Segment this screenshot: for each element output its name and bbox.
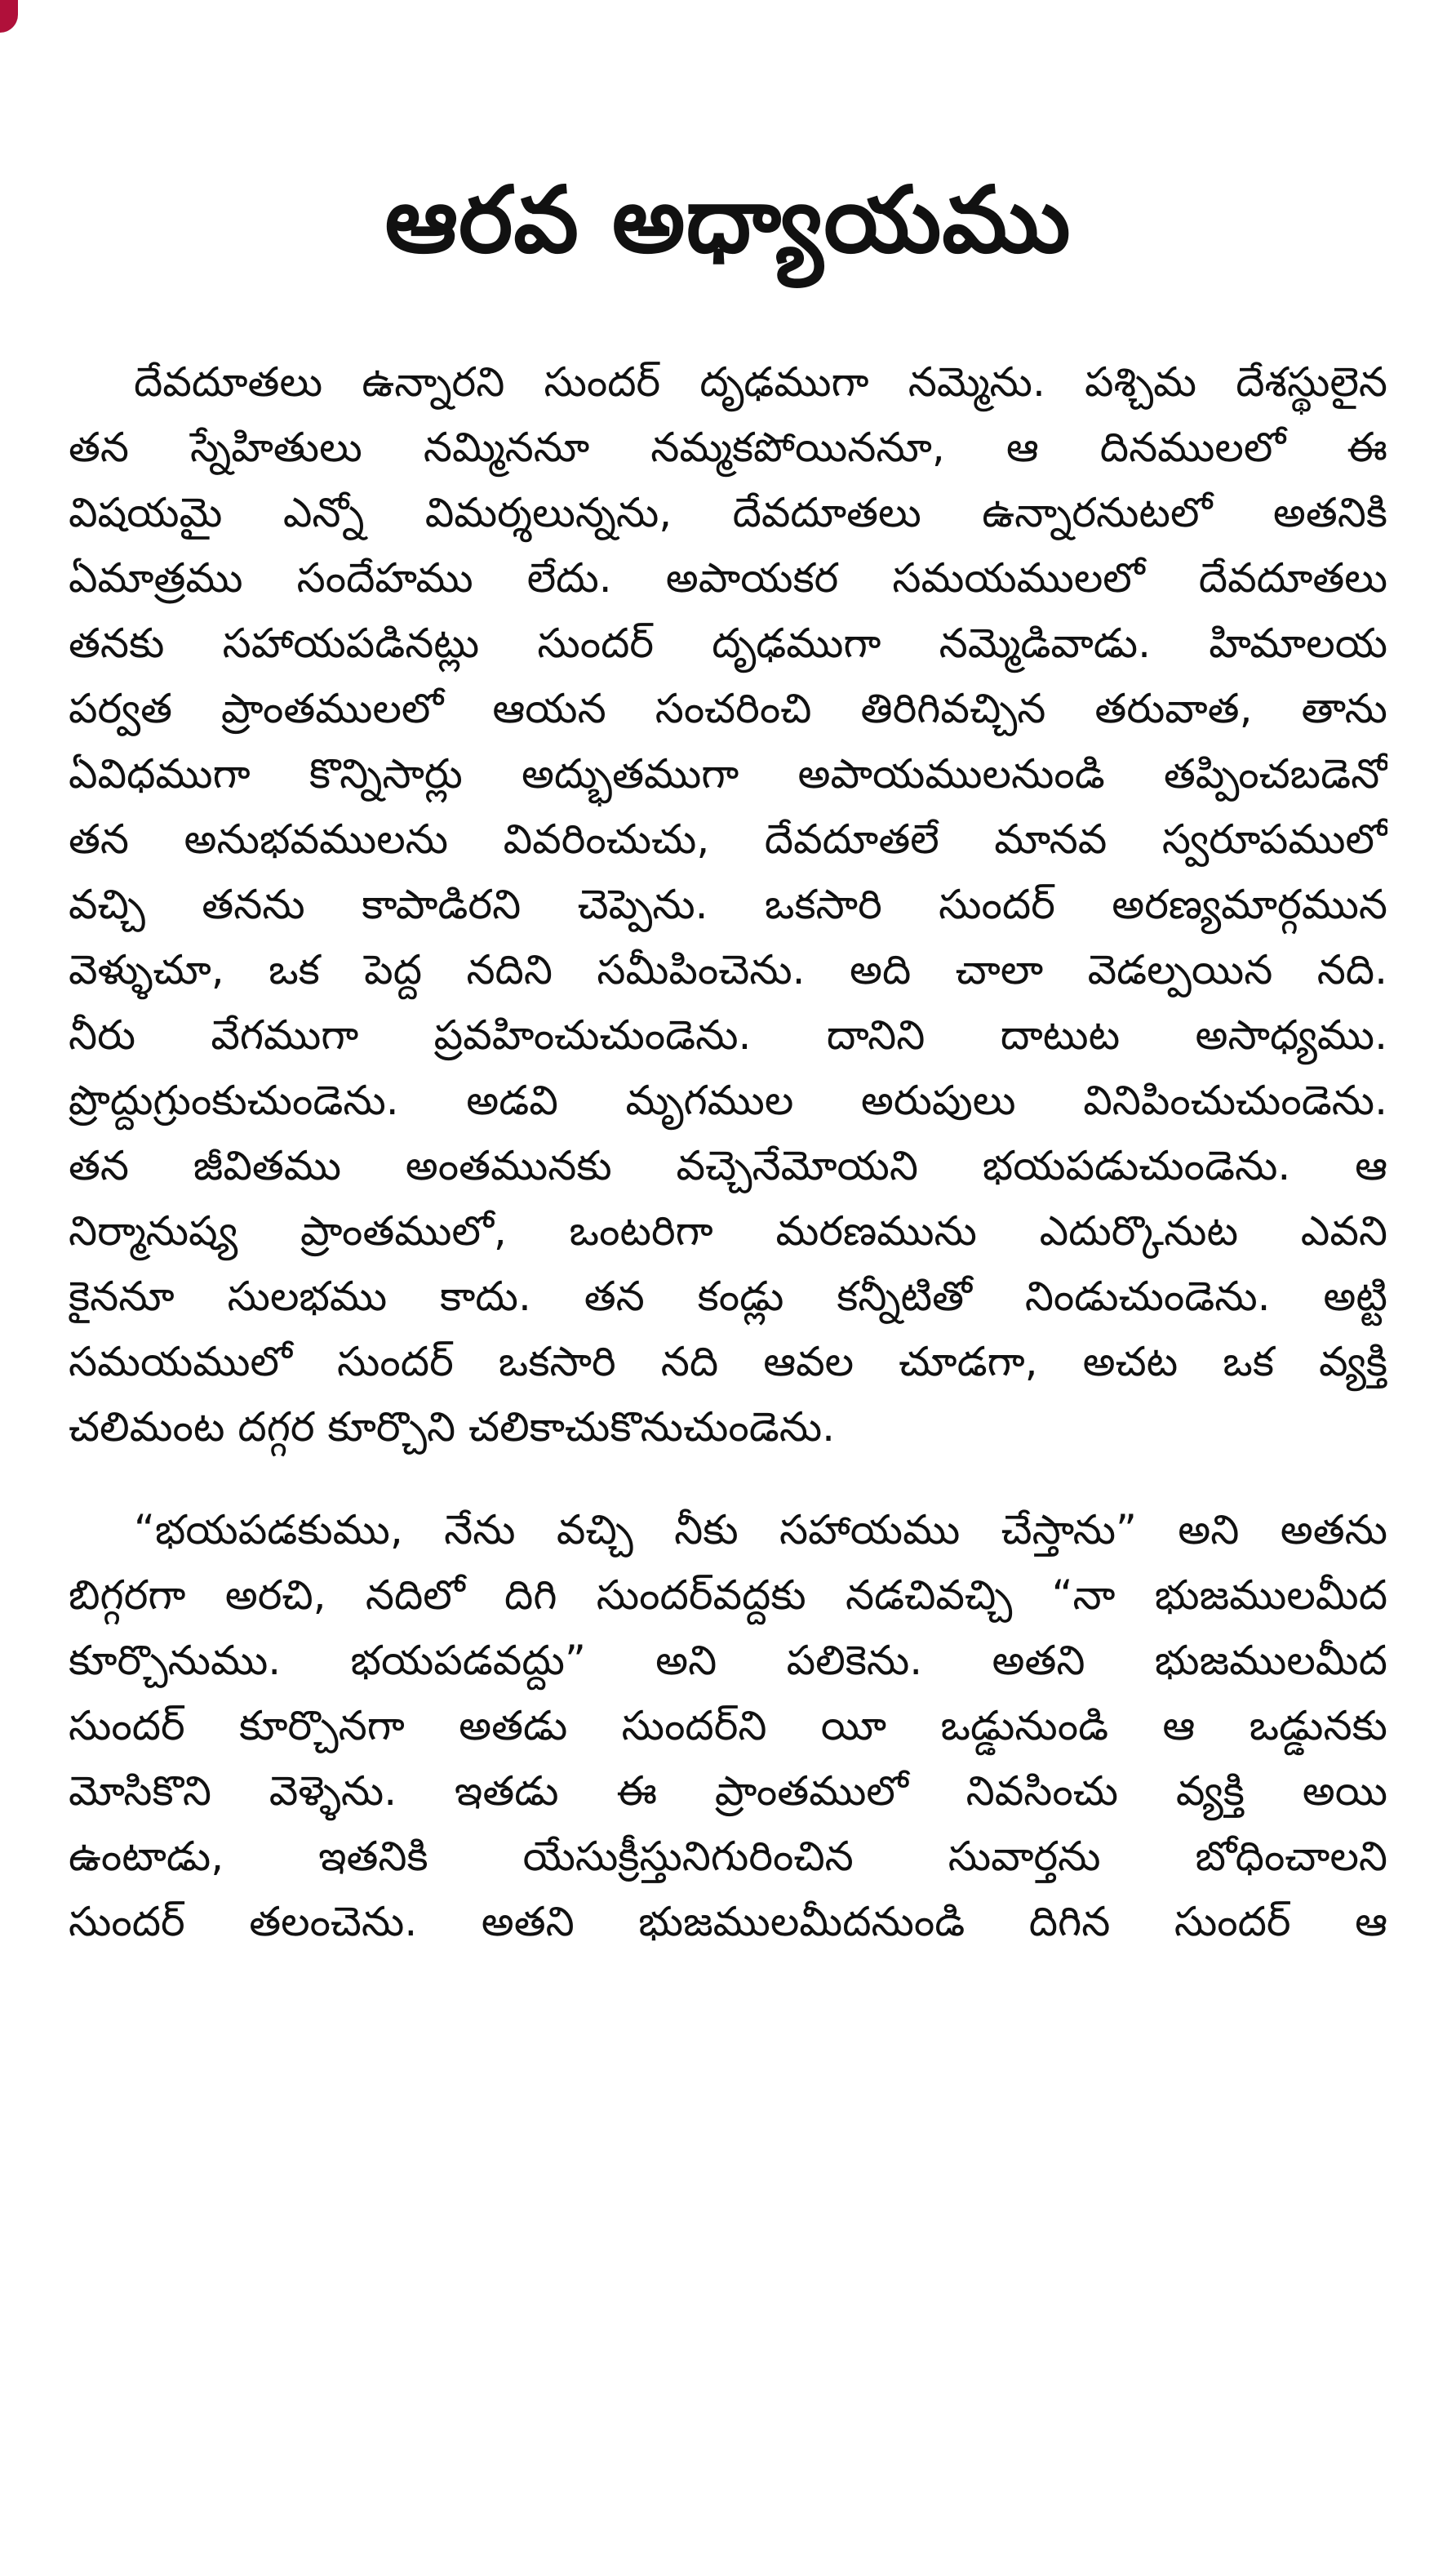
text-line: “భయపడకుము, నేను వచ్చి నీకు సహాయము చేస్తాను” అని అతను: [134, 1506, 1387, 1553]
text-line: నీరు వేగముగా ప్రవహించుచుండెను. దానిని దాటుట అసాధ్యము.: [69, 1011, 1387, 1059]
text-line: నిర్మానుష్య ప్రాంతములో, ఒంటరిగా మరణమును ఎదుర్కొనుట ఎవని: [69, 1207, 1387, 1255]
document-page: [69, 163, 1387, 1954]
text-line: సుందర్ తలంచెను. అతని భుజములమీదనుండి దిగిన సుందర్ ఆ: [69, 1898, 1387, 1945]
text-line: కైననూ సులభము కాదు. తన కండ్లు కన్నీటితో నిండుచుండెను. అట్టి: [69, 1273, 1387, 1320]
text-line: తన స్నేహితులు నమ్మిననూ నమ్మకపోయిననూ, ఆ దినములలో ఈ: [69, 424, 1387, 471]
text-line: విషయమై ఎన్నో విమర్శలున్నను, దేవదూతలు ఉన్నారనుటలో అతనికి: [69, 489, 1387, 536]
paragraph-2: [69, 1497, 1387, 1954]
page-corner-mark: [0, 0, 18, 33]
paragraph-1: [69, 349, 1387, 1460]
text-line: సుందర్ కూర్చొనగా అతడు సుందర్‌ని యీ ఒడ్డునుండి ఆ ఒడ్డునకు: [69, 1702, 1387, 1749]
text-line: తన అనుభవములను వివరించుచు, దేవదూతలే మానవ స్వరూపములో: [69, 815, 1387, 863]
text-line: ఉంటాడు, ఇతనికి యేసుక్రీస్తునిగురించిన సువార్తను బోధించాలని: [69, 1833, 1387, 1880]
text-line: ఏవిధముగా కొన్నిసార్లు అద్భుతముగా అపాయములనుండి తప్పించబడెనో: [69, 750, 1387, 798]
text-line: కూర్చొనుము. భయపడవద్దు” అని పలికెను. అతని భుజములమీద: [69, 1637, 1387, 1684]
text-line: బిగ్గరగా అరచి, నదిలో దిగి సుందర్‌వద్దకు నడచివచ్చి “నా భుజములమీద: [69, 1571, 1387, 1619]
text-line: తనకు సహాయపడినట్లు సుందర్ దృఢముగా నమ్మెడివాడు. హిమాలయ: [69, 620, 1387, 667]
text-line: వచ్చి తనను కాపాడిరని చెప్పెను. ఒకసారి సుందర్ అరణ్యమార్గమున: [69, 881, 1387, 928]
text-line: మోసికొని వెళ్ళెను. ఇతడు ఈ ప్రాంతములో నివసించు వ్యక్తి అయి: [69, 1767, 1387, 1815]
text-line: ప్రొద్దుగ్రుంకుచుండెను. అడవి మృగముల అరుపులు వినిపించుచుండెను.: [69, 1077, 1387, 1124]
text-line: వెళ్ళుచూ, ఒక పెద్ద నదిని సమీపించెను. అది చాలా వెడల్పయిన నది.: [69, 946, 1387, 993]
text-line: పర్వత ప్రాంతములలో ఆయన సంచరించి తిరిగివచ్చిన తరువాత, తాను: [69, 685, 1387, 732]
text-line: చలిమంట దగ్గర కూర్చొని చలికాచుకొనుచుండెను.: [69, 1403, 836, 1451]
text-line: తన జీవితము అంతమునకు వచ్చెనేమోయని భయపడుచుండెను. ఆ: [69, 1142, 1387, 1189]
text-line: దేవదూతలు ఉన్నారని సుందర్ దృఢముగా నమ్మెను. పశ్చిమ దేశస్థులైన: [134, 358, 1387, 406]
chapter-title: ఆరవ అధ్యాయము: [384, 167, 1072, 273]
text-line: సమయములో సుందర్ ఒకసారి నది ఆవల చూడగా, అచట ఒక వ్యక్తి: [69, 1338, 1387, 1385]
text-line: ఏమాత్రము సందేహము లేదు. అపాయకర సమయములలో దేవదూతలు: [69, 554, 1387, 602]
